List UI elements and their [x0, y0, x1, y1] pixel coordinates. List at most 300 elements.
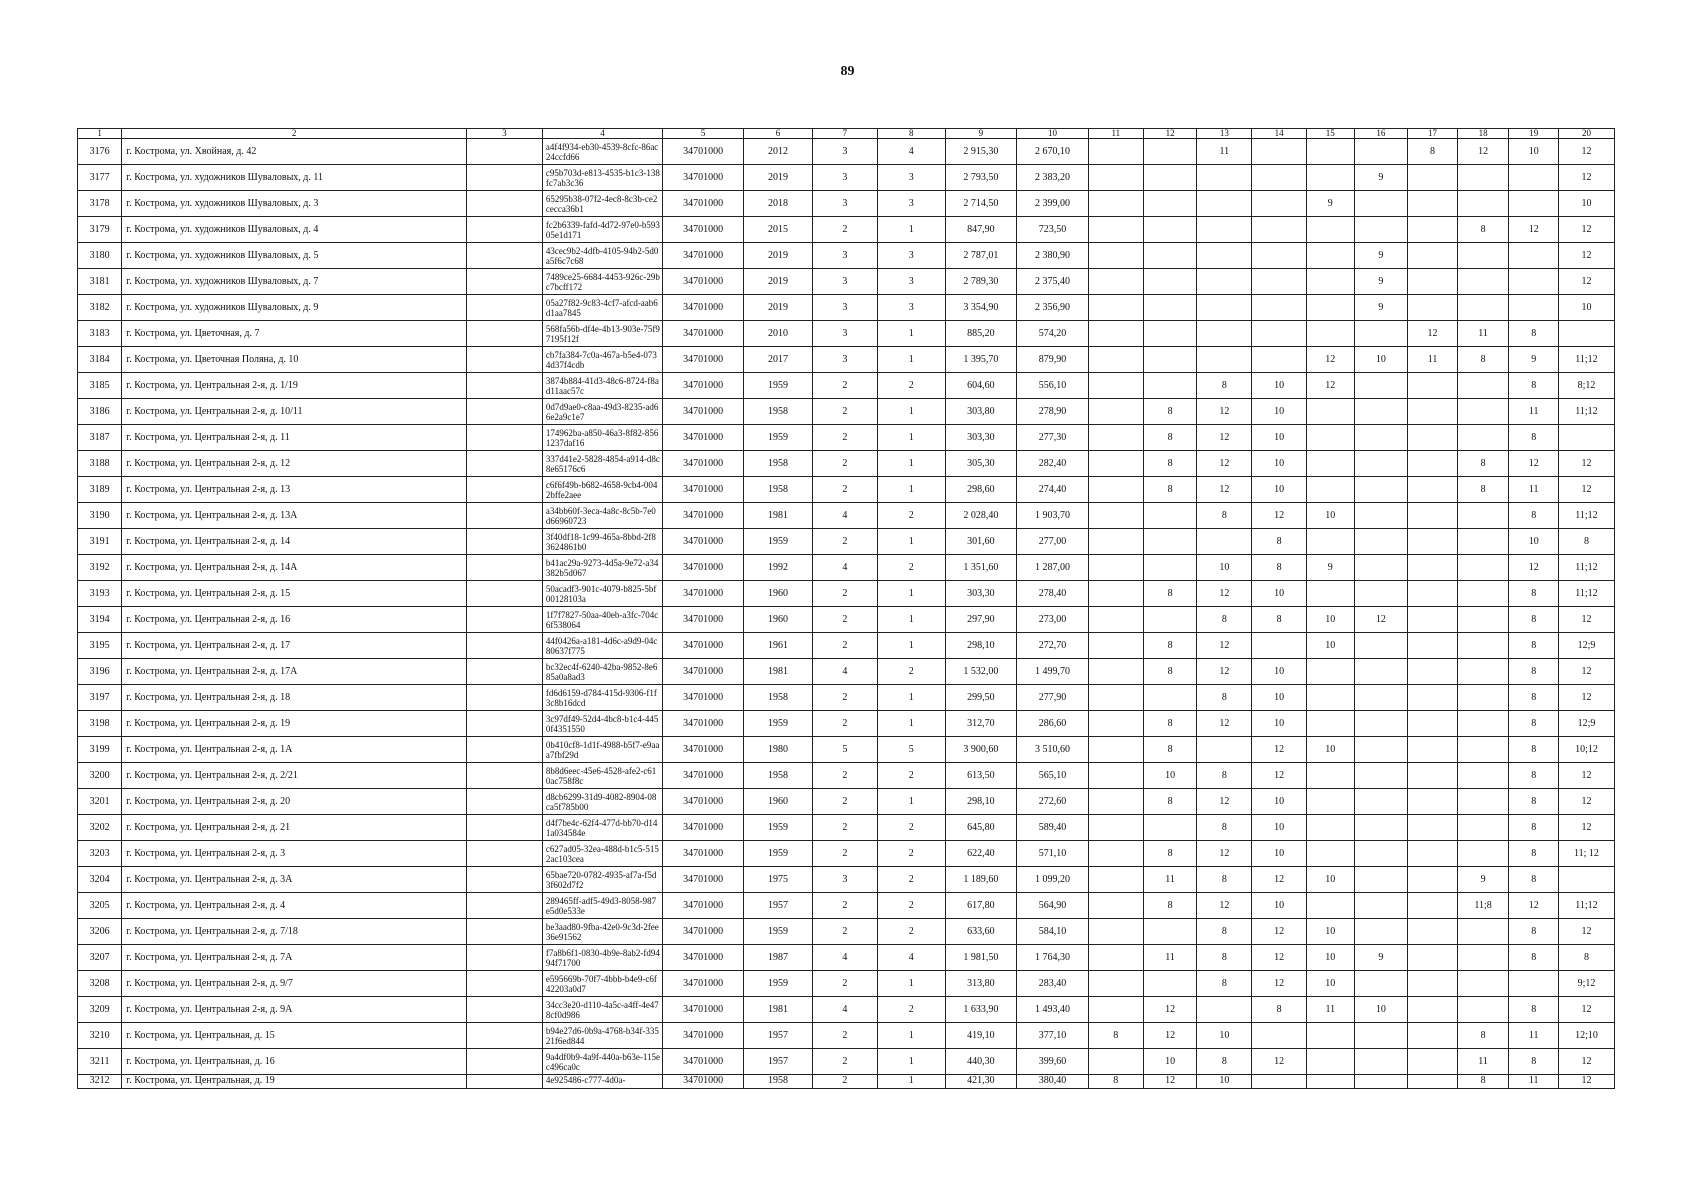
table-cell: 10 [1252, 659, 1307, 685]
table-cell: 5 [878, 737, 945, 763]
table-cell [1408, 607, 1458, 633]
table-cell: 3 [812, 347, 877, 373]
table-cell: 3197 [78, 685, 122, 711]
table-cell: 8 [1197, 607, 1252, 633]
table-row [78, 633, 1615, 659]
table-cell: 2018 [744, 191, 813, 217]
table-cell: г. Кострома, ул. Центральная 2-я, д. 19 [122, 711, 467, 737]
table-cell [1354, 893, 1408, 919]
table-cell [1558, 867, 1614, 893]
table-cell: 10 [1197, 1075, 1252, 1089]
table-cell: 613,50 [945, 763, 1017, 789]
table-cell: 1961 [744, 633, 813, 659]
table-cell [1509, 243, 1559, 269]
table-cell: г. Кострома, ул. Центральная 2-я, д. 9/7 [122, 971, 467, 997]
table-cell [1354, 451, 1408, 477]
table-cell: 10 [1252, 789, 1307, 815]
table-cell: 8 [1143, 451, 1197, 477]
table-cell: 12 [1197, 581, 1252, 607]
table-cell: 65295b38-07f2-4ec8-8c3b-ce2cecca36b1 [542, 191, 662, 217]
table-cell: 9 [1307, 191, 1354, 217]
table-row [78, 1075, 1615, 1089]
table-cell [1408, 711, 1458, 737]
table-cell: 1 287,00 [1017, 555, 1089, 581]
table-row [78, 685, 1615, 711]
table-cell: 3188 [78, 451, 122, 477]
table-cell: 1957 [744, 1049, 813, 1075]
table-cell: 1 [878, 321, 945, 347]
table-cell: 9 [1354, 165, 1408, 191]
table-cell [466, 997, 542, 1023]
table-cell: 3182 [78, 295, 122, 321]
table-cell: 1960 [744, 789, 813, 815]
table-cell [1408, 529, 1458, 555]
table-cell: 2 793,50 [945, 165, 1017, 191]
table-cell: 9 [1457, 867, 1509, 893]
table-cell: 10 [1143, 1049, 1197, 1075]
table-cell: 10 [1197, 1023, 1252, 1049]
table-cell: 1 532,00 [945, 659, 1017, 685]
table-cell [1088, 711, 1143, 737]
table-cell: 1 [878, 581, 945, 607]
table-cell [1307, 893, 1354, 919]
table-cell: cb7fa384-7c0a-467a-b5e4-0734d37f4cdb [542, 347, 662, 373]
table-cell: 1980 [744, 737, 813, 763]
table-cell: г. Кострома, ул. художников Шуваловых, д. 3 [122, 191, 467, 217]
table-cell: 8 [1197, 971, 1252, 997]
table-cell: 1957 [744, 1023, 813, 1049]
table-cell: 2 [812, 841, 877, 867]
table-cell: 3177 [78, 165, 122, 191]
table-cell: 1 493,40 [1017, 997, 1089, 1023]
table-row [78, 529, 1615, 555]
table-cell: 12 [1558, 815, 1614, 841]
table-cell: 1 [878, 399, 945, 425]
table-cell: 1960 [744, 607, 813, 633]
table-cell: 3194 [78, 607, 122, 633]
table-cell: 645,80 [945, 815, 1017, 841]
table-cell [1088, 165, 1143, 191]
table-cell: 3212 [78, 1075, 122, 1089]
table-cell [1408, 1023, 1458, 1049]
table-cell [1088, 997, 1143, 1023]
table-cell: 12 [1307, 347, 1354, 373]
table-cell: 3 [812, 321, 877, 347]
table-cell [1307, 841, 1354, 867]
table-cell: 1 [878, 971, 945, 997]
table-cell [1307, 399, 1354, 425]
table-cell [1197, 295, 1252, 321]
table-cell: 3 [812, 191, 877, 217]
table-cell: 1975 [744, 867, 813, 893]
table-cell: 34701000 [663, 1075, 744, 1089]
table-cell: 8 [1509, 763, 1559, 789]
table-cell: г. Кострома, ул. художников Шуваловых, д. 11 [122, 165, 467, 191]
table-cell: 1958 [744, 763, 813, 789]
table-cell: 8 [1509, 607, 1559, 633]
table-cell [1354, 399, 1408, 425]
table-cell: 272,60 [1017, 789, 1089, 815]
table-cell: 8 [1252, 529, 1307, 555]
table-cell: г. Кострома, ул. Цветочная, д. 7 [122, 321, 467, 347]
table-cell: 2019 [744, 243, 813, 269]
table-cell [466, 893, 542, 919]
table-cell: 12 [1558, 607, 1614, 633]
table-cell: 12;9 [1558, 711, 1614, 737]
table-cell: г. Кострома, ул. художников Шуваловых, д. 5 [122, 243, 467, 269]
table-cell: 9 [1354, 269, 1408, 295]
table-cell [1088, 867, 1143, 893]
table-cell: 34701000 [663, 1049, 744, 1075]
table-cell: 10 [1252, 815, 1307, 841]
table-cell: a4f4f934-eb30-4539-8cfc-86ac24ccfd66 [542, 139, 662, 165]
table-cell: 9a4df0b9-4a9f-440a-b63e-115ec496ca0c [542, 1049, 662, 1075]
table-cell: 12 [1509, 893, 1559, 919]
table-cell: 885,20 [945, 321, 1017, 347]
table-cell: 2019 [744, 295, 813, 321]
table-cell: г. Кострома, ул. Центральная 2-я, д. 16 [122, 607, 467, 633]
table-cell: 633,60 [945, 919, 1017, 945]
table-cell: 3209 [78, 997, 122, 1023]
table-cell: 8 [1197, 503, 1252, 529]
table-cell: 277,90 [1017, 685, 1089, 711]
table-cell: 12 [1197, 633, 1252, 659]
table-cell: 2 [812, 1023, 877, 1049]
table-cell: 12 [1457, 139, 1509, 165]
table-cell [1307, 659, 1354, 685]
table-row [78, 581, 1615, 607]
table-cell: 1 981,50 [945, 945, 1017, 971]
table-cell: 10 [1307, 607, 1354, 633]
table-cell: 8 [1143, 425, 1197, 451]
table-cell [1408, 165, 1458, 191]
column-header: 15 [1307, 129, 1354, 139]
table-cell: г. Кострома, ул. Центральная 2-я, д. 11 [122, 425, 467, 451]
table-cell: 8 [1509, 373, 1559, 399]
table-cell [466, 243, 542, 269]
table-cell: 12 [1558, 659, 1614, 685]
table-cell: 34701000 [663, 867, 744, 893]
table-cell: 2 [812, 815, 877, 841]
table-cell [1457, 815, 1509, 841]
table-cell: 3190 [78, 503, 122, 529]
table-cell [1143, 373, 1197, 399]
table-cell: 34701000 [663, 321, 744, 347]
column-header: 3 [466, 129, 542, 139]
table-cell: 8 [1197, 919, 1252, 945]
table-cell: 12 [1197, 893, 1252, 919]
table-cell: 2 [812, 529, 877, 555]
table-cell: 419,10 [945, 1023, 1017, 1049]
table-cell: 2019 [744, 269, 813, 295]
table-cell: 8 [1143, 477, 1197, 503]
table-cell [1143, 191, 1197, 217]
table-cell: 8 [1088, 1023, 1143, 1049]
table-cell [466, 477, 542, 503]
table-cell: 3 [878, 243, 945, 269]
table-cell [1408, 399, 1458, 425]
table-cell: 12 [1143, 1023, 1197, 1049]
table-cell: 1 [878, 451, 945, 477]
table-cell: 3874b884-41d3-48c6-8724-f8ad11aac57c [542, 373, 662, 399]
table-cell [1143, 815, 1197, 841]
table-cell: 2 [878, 373, 945, 399]
table-cell: 1959 [744, 711, 813, 737]
table-cell: c6f6f49b-b682-4658-9cb4-0042bffe2aee [542, 477, 662, 503]
table-cell [1307, 711, 1354, 737]
table-cell [1307, 789, 1354, 815]
table-cell: 1 [878, 347, 945, 373]
column-header: 20 [1558, 129, 1614, 139]
table-cell: 4 [812, 997, 877, 1023]
table-cell: 847,90 [945, 217, 1017, 243]
table-cell: b94e27d6-0b9a-4768-b34f-33521f6ed844 [542, 1023, 662, 1049]
table-cell [1354, 373, 1408, 399]
table-cell [1457, 165, 1509, 191]
table-cell [1408, 893, 1458, 919]
table-row [78, 841, 1615, 867]
table-cell: 2 [812, 399, 877, 425]
table-cell [1143, 269, 1197, 295]
table-cell [1143, 347, 1197, 373]
table-cell [1307, 139, 1354, 165]
table-cell: 12 [1252, 971, 1307, 997]
table-cell: 34701000 [663, 373, 744, 399]
table-cell [1408, 191, 1458, 217]
table-cell: 8 [1197, 763, 1252, 789]
table-cell: 299,50 [945, 685, 1017, 711]
table-cell: 12 [1252, 763, 1307, 789]
table-cell: 8 [1197, 1049, 1252, 1075]
table-cell: 8 [1143, 399, 1197, 425]
table-cell [1509, 971, 1559, 997]
table-cell: 2 [878, 867, 945, 893]
table-cell: 2 789,30 [945, 269, 1017, 295]
table-cell [1088, 555, 1143, 581]
table-cell [1252, 295, 1307, 321]
table-cell [1354, 191, 1408, 217]
table-cell: 12 [1252, 919, 1307, 945]
table-cell [1354, 321, 1408, 347]
table-cell: 12 [1197, 451, 1252, 477]
table-cell [1088, 1049, 1143, 1075]
table-cell [1307, 477, 1354, 503]
table-cell: г. Кострома, ул. Центральная 2-я, д. 9А [122, 997, 467, 1023]
table-cell [1088, 633, 1143, 659]
table-cell [1088, 919, 1143, 945]
table-cell: 2 [812, 893, 877, 919]
column-header: 6 [744, 129, 813, 139]
table-cell: 3202 [78, 815, 122, 841]
column-header: 12 [1143, 129, 1197, 139]
table-cell [1408, 217, 1458, 243]
table-cell: 12 [1558, 1075, 1614, 1089]
table-cell [1143, 217, 1197, 243]
table-cell [1252, 347, 1307, 373]
table-row [78, 139, 1615, 165]
table-cell: 8 [1457, 451, 1509, 477]
table-cell: г. Кострома, ул. Центральная, д. 15 [122, 1023, 467, 1049]
table-cell: 274,40 [1017, 477, 1089, 503]
table-cell: 289465ff-adf5-49d3-8058-987e5d0e533e [542, 893, 662, 919]
table-cell: 12 [1509, 555, 1559, 581]
table-cell [1457, 529, 1509, 555]
table-row [78, 373, 1615, 399]
table-cell [1197, 321, 1252, 347]
table-cell: 3 [812, 243, 877, 269]
table-cell: 589,40 [1017, 815, 1089, 841]
table-cell: 34701000 [663, 399, 744, 425]
table-row [78, 321, 1615, 347]
table-cell: г. Кострома, ул. Цветочная Поляна, д. 10 [122, 347, 467, 373]
table-cell: 3201 [78, 789, 122, 815]
table-row [78, 477, 1615, 503]
table-cell [1354, 763, 1408, 789]
table-cell [466, 529, 542, 555]
table-cell: 2 [812, 451, 877, 477]
table-cell: 8 [1088, 1075, 1143, 1089]
table-cell: 12 [1143, 1075, 1197, 1089]
table-cell: 12 [1408, 321, 1458, 347]
table-cell: 1 [878, 217, 945, 243]
table-cell [1354, 1049, 1408, 1075]
table-cell: 12 [1558, 217, 1614, 243]
table-cell [1088, 373, 1143, 399]
table-row [78, 945, 1615, 971]
table-cell [1457, 919, 1509, 945]
table-cell: 1 351,60 [945, 555, 1017, 581]
table-cell [466, 295, 542, 321]
table-cell [1408, 243, 1458, 269]
table-cell: 10 [1307, 945, 1354, 971]
table-cell: 3 [812, 295, 877, 321]
table-cell [466, 1075, 542, 1089]
table-cell: 2 [878, 893, 945, 919]
table-cell [466, 321, 542, 347]
table-cell: 2 356,90 [1017, 295, 1089, 321]
table-cell: 2 [812, 971, 877, 997]
table-cell: 1958 [744, 685, 813, 711]
table-cell: 10 [1307, 737, 1354, 763]
table-cell: г. Кострома, ул. Центральная 2-я, д. 13А [122, 503, 467, 529]
table-cell: 622,40 [945, 841, 1017, 867]
table-cell: 11 [1143, 945, 1197, 971]
column-header: 1 [78, 129, 122, 139]
table-cell: 604,60 [945, 373, 1017, 399]
table-cell [1088, 581, 1143, 607]
table-cell: 3207 [78, 945, 122, 971]
table-row [78, 815, 1615, 841]
column-header: 13 [1197, 129, 1252, 139]
table-cell: 11;12 [1558, 399, 1614, 425]
table-cell: 3211 [78, 1049, 122, 1075]
table-cell: 4e925486-c777-4d0a- [542, 1075, 662, 1089]
table-cell: 8 [1197, 685, 1252, 711]
table-cell: 50acadf3-901c-4079-b825-5bf00128103a [542, 581, 662, 607]
table-cell [1143, 971, 1197, 997]
table-cell: 34701000 [663, 633, 744, 659]
table-cell: 4 [812, 945, 877, 971]
table-cell [1354, 867, 1408, 893]
table-cell [466, 581, 542, 607]
table-row [78, 763, 1615, 789]
table-cell [1408, 789, 1458, 815]
table-cell: 12 [1197, 711, 1252, 737]
table-cell: 2 [878, 763, 945, 789]
table-cell: 12 [1558, 685, 1614, 711]
table-cell: c627ad05-32ea-488d-b1c5-5152ac103cea [542, 841, 662, 867]
table-cell [1307, 217, 1354, 243]
table-cell: 34701000 [663, 711, 744, 737]
table-cell: 34701000 [663, 607, 744, 633]
table-cell: г. Кострома, ул. Центральная 2-я, д. 12 [122, 451, 467, 477]
table-cell: 11; 12 [1558, 841, 1614, 867]
table-cell: c95b703d-e813-4535-b1c3-138fc7ab3c36 [542, 165, 662, 191]
table-cell: 12 [1558, 1049, 1614, 1075]
table-cell [1408, 841, 1458, 867]
table-cell: a34bb60f-3eca-4a8c-8c5b-7e0d66960723 [542, 503, 662, 529]
table-cell: 12 [1509, 451, 1559, 477]
table-cell: 12 [1197, 399, 1252, 425]
table-cell: 312,70 [945, 711, 1017, 737]
table-cell: г. Кострома, ул. Центральная 2-я, д. 13 [122, 477, 467, 503]
table-cell: 3210 [78, 1023, 122, 1049]
table-cell: 12 [1197, 425, 1252, 451]
table-cell: 8 [1457, 347, 1509, 373]
table-cell: 8 [1509, 997, 1559, 1023]
table-cell [466, 867, 542, 893]
table-cell [1252, 269, 1307, 295]
table-cell: 34701000 [663, 659, 744, 685]
table-cell [1088, 945, 1143, 971]
table-cell [1457, 607, 1509, 633]
table-cell: 34701000 [663, 191, 744, 217]
table-cell: 2 [878, 841, 945, 867]
table-cell: г. Кострома, ул. Центральная, д. 16 [122, 1049, 467, 1075]
table-cell: 298,10 [945, 633, 1017, 659]
table-cell: 8 [1143, 659, 1197, 685]
table-cell: 10 [1509, 139, 1559, 165]
table-cell: г. Кострома, ул. художников Шуваловых, д. 7 [122, 269, 467, 295]
table-cell: 3 [812, 139, 877, 165]
table-cell: 2015 [744, 217, 813, 243]
table-cell [1457, 503, 1509, 529]
table-cell: 12 [1252, 867, 1307, 893]
table-cell [1143, 295, 1197, 321]
table-cell: 12 [1197, 477, 1252, 503]
table-cell: 1987 [744, 945, 813, 971]
table-cell [466, 347, 542, 373]
table-cell: 272,70 [1017, 633, 1089, 659]
table-cell: г. Кострома, ул. художников Шуваловых, д. 9 [122, 295, 467, 321]
table-cell: 2 [812, 711, 877, 737]
table-cell: 8 [1509, 945, 1559, 971]
table-cell: 11 [1509, 1023, 1559, 1049]
table-cell [1088, 243, 1143, 269]
table-cell [1408, 997, 1458, 1023]
table-cell: 286,60 [1017, 711, 1089, 737]
table-cell [1088, 217, 1143, 243]
table-cell: 2 [812, 789, 877, 815]
table-cell: 34701000 [663, 763, 744, 789]
table-cell [1408, 295, 1458, 321]
table-cell: 2 380,90 [1017, 243, 1089, 269]
table-cell: 11;12 [1558, 503, 1614, 529]
table-cell: 34701000 [663, 347, 744, 373]
column-header: 2 [122, 129, 467, 139]
table-cell [1088, 347, 1143, 373]
table-cell [1307, 165, 1354, 191]
